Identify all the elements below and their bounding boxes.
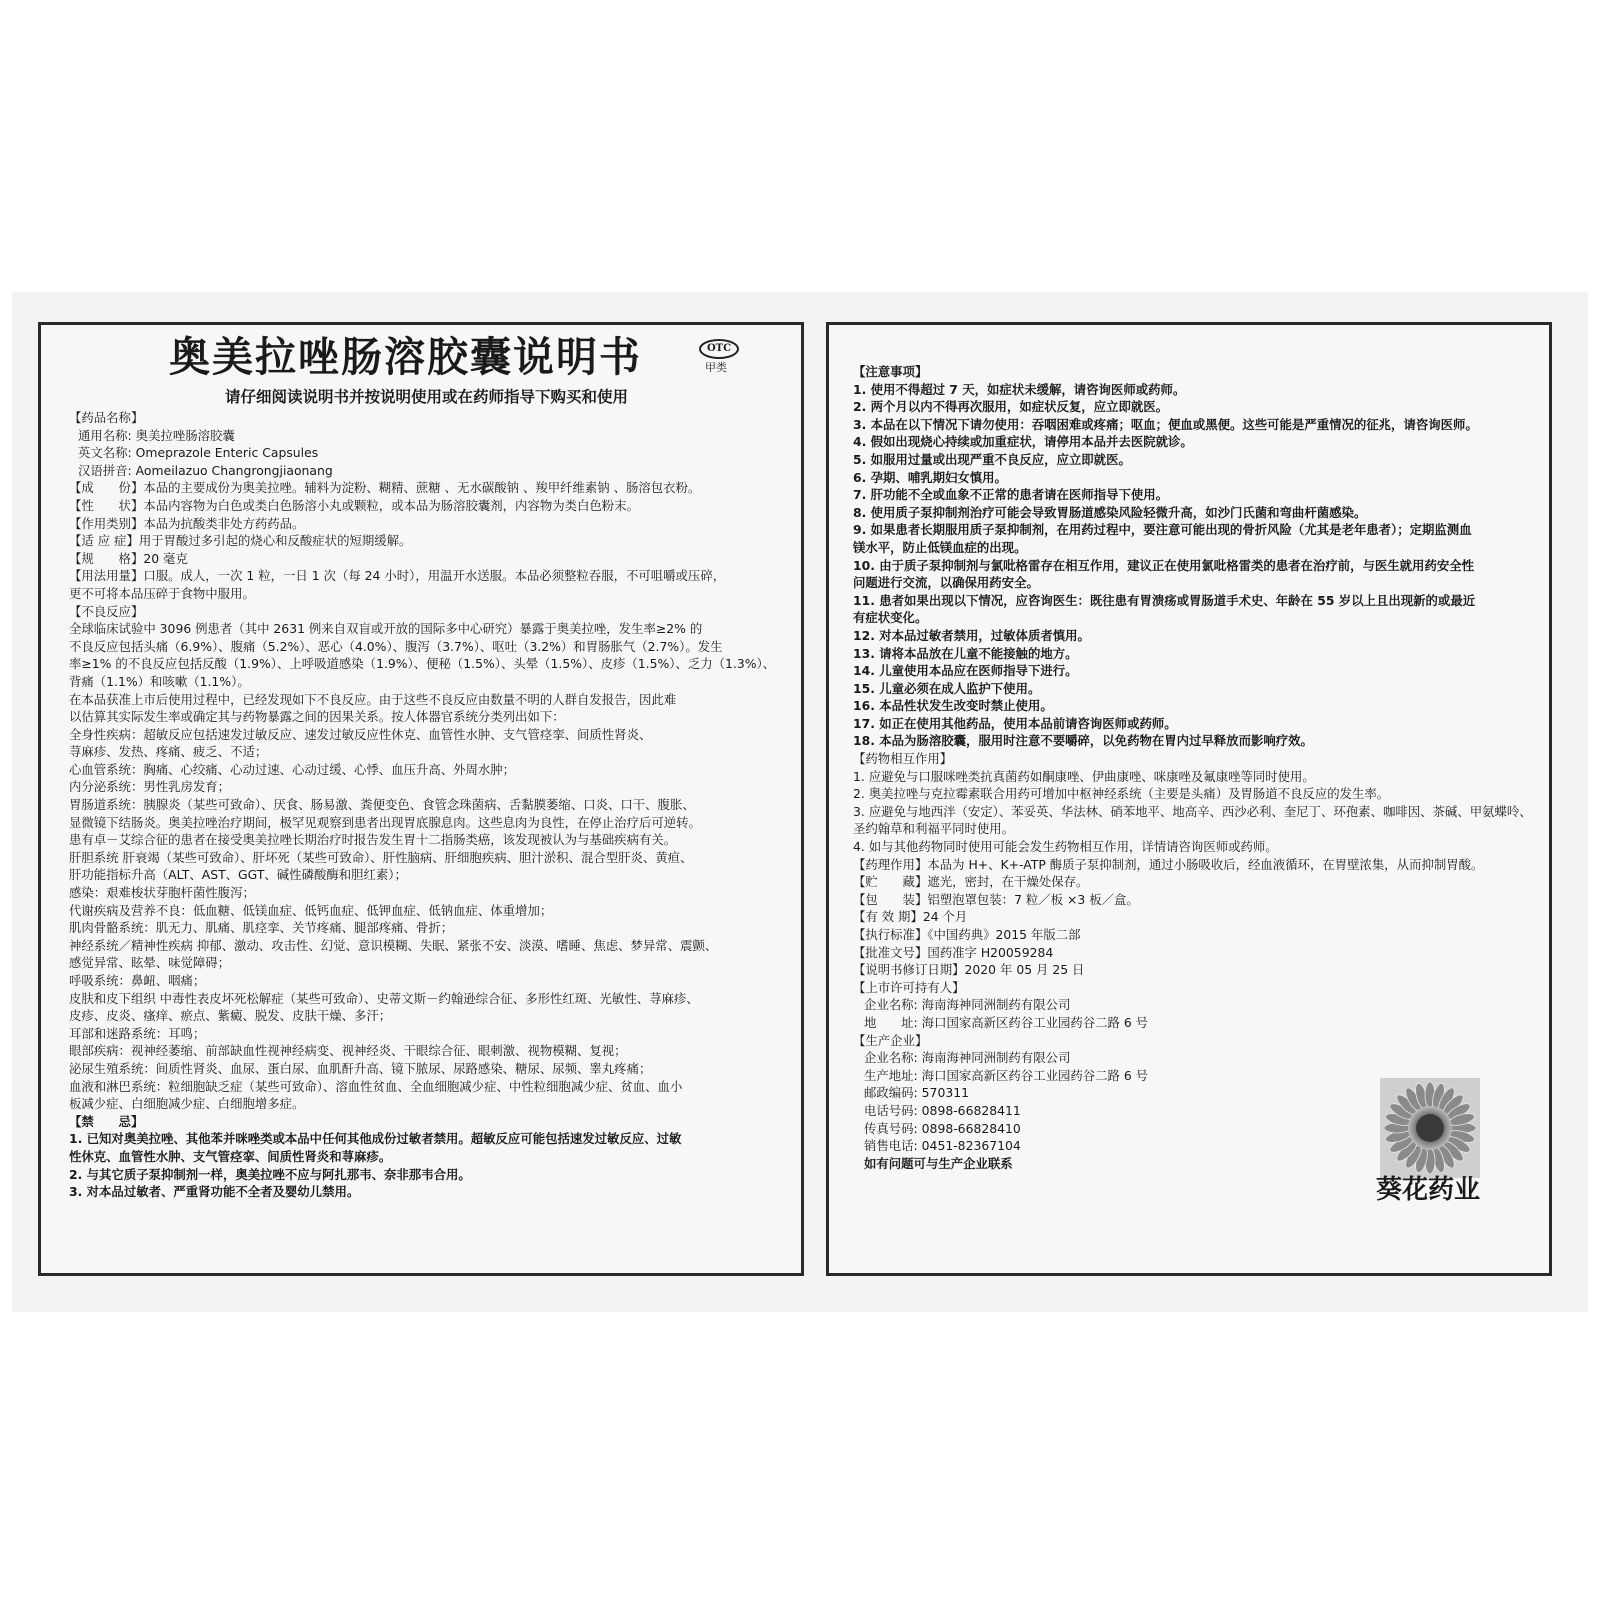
right-text-line: 8. 使用质子泵抑制剂治疗可能会导致胃肠道感染风险轻微升高，如沙门氏菌和弯曲杆菌感染。 [853, 504, 1367, 520]
left-text-line: 率≥1% 的不良反应包括反酸（1.9%）、上呼吸道感染（1.9%）、便秘（1.5%）、头晕（1.5%）、皮疹（1.5%）、乏力（1.3%）、 [69, 656, 776, 672]
right-text-line: 14. 儿童使用本品应在医师指导下进行。 [853, 663, 1078, 679]
left-text-line: 【成 份】本品的主要成份为奥美拉唑。辅料为淀粉、糊精、蔗糖 、无水碳酸钠 、羧甲纤维素钠 、肠溶包衣粉。 [69, 480, 701, 496]
left-text-line: 3. 对本品过敏者、严重肾功能不全者及婴幼儿禁用。 [69, 1184, 360, 1200]
right-text-line: 【批准文号】国药准字 H20059284 [853, 944, 1054, 960]
right-text-line: 【包 装】铝塑泡罩包装：7 粒／板 ×3 板／盒。 [853, 891, 1139, 907]
right-text-line: 【执行标准】《中国药典》2015 年版二部 [853, 927, 1081, 942]
left-text-line: 不良反应包括头痛（6.9%）、腹痛（5.2%）、恶心（4.0%）、腹泻（3.7%）、呕吐（3.2%）和胃肠胀气（2.7%）。发生 [69, 638, 723, 654]
right-text-line: 【说明书修订日期】2020 年 05 月 25 日 [853, 962, 1085, 978]
right-text-line: 有症状变化。 [853, 610, 928, 626]
right-text-line: 10. 由于质子泵抑制剂与氯吡格雷存在相互作用，建议正在使用氯吡格雷类的患者在治疗前，与医生就用药安全性 [853, 557, 1475, 573]
right-text-line: 4. 假如出现烧心持续或加重症状，请停用本品并去医院就诊。 [853, 434, 1193, 450]
left-text-line: 全球临床试验中 3096 例患者（其中 2631 例来自双盲或开放的国际多中心研究）暴露于奥美拉唑，发生率≥2% 的 [69, 621, 703, 637]
left-text-line: 心血管系统：胸痛、心绞痛、心动过速、心动过缓、心悸、血压升高、外周水肿； [69, 761, 516, 777]
right-text-line: 1. 使用不得超过 7 天，如症状未缓解，请咨询医师或药师。 [853, 381, 1186, 397]
left-text-line: 荨麻疹、发热、疼痛、疲乏、不适； [69, 744, 268, 760]
left-text-line: 眼部疾病：视神经萎缩、前部缺血性视神经病变、视神经炎、干眼综合征、眼刺激、视物模糊、复视； [69, 1043, 627, 1059]
left-text-line: 以估算其实际发生率或确定其与药物暴露之间的因果关系。按人体器官系统分类列出如下： [69, 709, 565, 725]
left-text-line: 内分泌系统：男性乳房发育； [69, 779, 231, 795]
otc-badge: OTC [699, 339, 739, 359]
right-text-line: 【贮 藏】遮光，密封，在干燥处保存。 [853, 874, 1089, 890]
right-text-line: 【生产企业】 [853, 1032, 928, 1048]
left-text-line: 更不可将本品压碎于食物中服用。 [69, 585, 255, 601]
left-text-line: 呼吸系统：鼻衄、咽痛； [69, 973, 206, 988]
right-text-line: 12. 对本品过敏者禁用，过敏体质者慎用。 [853, 627, 1090, 643]
left-panel [38, 322, 804, 1276]
left-text-line: 胃肠道系统：胰腺炎（某些可致命）、厌食、肠易激、粪便变色、食管念珠菌病、舌黏膜萎缩、口炎、口干、腹胀、 [69, 797, 695, 813]
left-text-line: 感觉异常、眩晕、味觉障碍； [69, 955, 231, 971]
left-text-line: 全身性疾病：超敏反应包括速发过敏反应、速发过敏反应性休克、血管性水肿、支气管痉挛、间质性肾炎、 [69, 726, 652, 742]
right-text-line: 1. 应避免与口服咪唑类抗真菌药如酮康唑、伊曲康唑、咪康唑及氟康唑等同时使用。 [853, 768, 1315, 784]
right-text-line: 9. 如果患者长期服用质子泵抑制剂，在用药过程中，要注意可能出现的骨折风险（尤其是老年患者）；定期监测血 [853, 522, 1472, 538]
left-text-line: 神经系统／精神性疾病 抑郁、激动、攻击性、幻觉、意识模糊、失眠、紧张不安、淡漠、嗜睡、焦虑、梦异常、震颤、 [69, 937, 718, 953]
left-text-line: 【性 状】本品内容物为白色或类白色肠溶小丸或颗粒，或本品为肠溶胶囊剂，内容物为类白色粉末。 [69, 497, 639, 513]
right-text-line: 11. 患者如果出现以下情况，应咨询医生：既往患有胃溃疡或胃肠道手术史、年龄在 55 岁以上且出现新的或最近 [853, 592, 1476, 608]
left-text-line: 泌尿生殖系统：间质性肾炎、血尿、蛋白尿、血肌酐升高、镜下脓尿、尿路感染、糖尿、尿频、睾丸疼痛； [69, 1060, 652, 1076]
left-text-line: 显微镜下结肠炎。奥美拉唑治疗期间，极罕见观察到患者出现胃底腺息肉。这些息肉为良性，在停止治疗后可逆转。 [69, 814, 701, 830]
right-text-line: 3. 应避免与地西泮（安定）、苯妥英、华法林、硝苯地平、地高辛、西沙必利、奎尼丁、环孢素、咖啡因、茶碱、甲氨蝶呤、 [853, 803, 1532, 819]
left-text-line: 性休克、血管性水肿、支气管痉挛、间质性肾炎和荨麻疹。 [69, 1148, 392, 1164]
right-text-column [853, 363, 1535, 1172]
left-text-line: 【用法用量】口服。成人，一次 1 粒，一日 1 次（每 24 小时），用温开水送服。本品必须整粒吞服，不可咀嚼或压碎， [69, 568, 726, 584]
right-text-line: 2. 两个月以内不得再次服用，如症状反复，应立即就医。 [853, 399, 1169, 415]
right-text-line: 17. 如正在使用其他药品，使用本品前请咨询医师或药师。 [853, 715, 1177, 731]
right-text-line: 电话号码: 0898-66828411 [864, 1102, 1021, 1118]
right-text-line: 邮政编码: 570311 [864, 1085, 969, 1101]
right-text-line: 企业名称: 海南海神同洲制药有限公司 [864, 1050, 1071, 1066]
right-text-line: 7. 肝功能不全或血象不正常的患者请在医师指导下使用。 [853, 487, 1169, 503]
left-text-line: 患有卓－艾综合征的患者在接受奥美拉唑长期治疗时报告发生胃十二指肠类癌，该发现被认为与基础疾病有关。 [69, 832, 677, 848]
left-text-line: 肝功能指标升高（ALT、AST、GGT、碱性磷酸酶和胆红素）； [69, 867, 407, 883]
document-subtitle: 请仔细阅读说明书并按说明使用或在药师指导下购买和使用 [225, 388, 629, 406]
left-text-line: 在本品获准上市后使用过程中，已经发现如下不良反应。由于这些不良反应由数量不明的人群自发报告，因此难 [69, 691, 677, 707]
left-text-line: 皮疹、皮炎、瘙痒、瘀点、紫癜、脱发、皮肤干燥、多汗； [69, 1008, 392, 1024]
left-text-line: 肝胆系统 肝衰竭（某些可致命）、肝坏死（某些可致命）、肝性脑病、肝细胞疾病、胆汁淤积、混合型肝炎、黄疸、 [69, 849, 693, 865]
left-text-line: 代谢疾病及营养不良：低血糖、低镁血症、低钙血症、低钾血症、低钠血症、体重增加； [69, 902, 553, 918]
right-text-line: 18. 本品为肠溶胶囊，服用时注意不要嚼碎，以免药物在胃内过早释放而影响疗效。 [853, 733, 1313, 749]
left-text-line: 耳部和迷路系统：耳鸣； [69, 1025, 206, 1041]
left-text-line: 【适 应 症】用于胃酸过多引起的烧心和反酸症状的短期缓解。 [69, 533, 412, 549]
right-text-line: 地 址: 海口国家高新区药谷工业园药谷二路 6 号 [864, 1014, 1149, 1030]
right-text-line: 【注意事项】 [853, 364, 928, 379]
left-text-line: 1. 已知对奥美拉唑、其他苯并咪唑类或本品中任何其他成份过敏者禁用。超敏反应可能包括速发过敏反应、过敏 [69, 1131, 682, 1147]
right-text-line: 传真号码: 0898-66828410 [864, 1120, 1021, 1136]
right-text-line: 2. 奥美拉唑与克拉霉素联合用药可增加中枢神经系统（主要是头痛）及胃肠道不良反应的发生率。 [853, 786, 1390, 802]
left-text-line: 【不良反应】 [69, 603, 144, 619]
left-text-line: 【作用类别】本品为抗酸类非处方药药品。 [69, 515, 305, 531]
right-text-line: 如有问题可与生产企业联系 [864, 1155, 1013, 1171]
right-text-line: 5. 如服用过量或出现严重不良反应，应立即就医。 [853, 451, 1131, 467]
left-text-line: 通用名称: 奥美拉唑肠溶胶囊 [78, 427, 235, 443]
left-text-line: 背痛（1.1%）和咳嗽（1.1%）。 [69, 673, 250, 689]
right-text-line: 销售电话: 0451-82367104 [864, 1138, 1021, 1154]
right-text-line: 6. 孕期、哺乳期妇女慎用。 [853, 469, 1007, 485]
right-text-line: 16. 本品性状发生改变时禁止使用。 [853, 698, 1053, 714]
right-text-line: 15. 儿童必须在成人监护下使用。 [853, 680, 1041, 696]
right-text-line: 4. 如与其他药物同时使用可能会发生药物相互作用，详情请咨询医师或药师。 [853, 839, 1278, 855]
right-text-line: 3. 本品在以下情况下请勿使用：吞咽困难或疼痛；呕血；便血或黑便。这些可能是严重情况的征兆，请咨询医师。 [853, 416, 1478, 432]
sunflower-logo-icon [1380, 1078, 1480, 1178]
right-text-line: 圣约翰草和利福平同时使用。 [853, 821, 1015, 837]
left-text-line: 2. 与其它质子泵抑制剂一样，奥美拉唑不应与阿扎那韦、奈非那韦合用。 [69, 1166, 471, 1182]
left-text-line: 英文名称: Omeprazole Enteric Capsules [78, 445, 319, 461]
document-title: 奥美拉唑肠溶胶囊说明书 [169, 333, 642, 381]
right-text-line: 生产地址: 海口国家高新区药谷工业园药谷二路 6 号 [864, 1067, 1149, 1083]
right-text-line: 镁水平，防止低镁血症的出现。 [853, 539, 1027, 555]
right-text-line: 问题进行交流，以确保用药安全。 [853, 575, 1039, 591]
left-text-line: 皮肤和皮下组织 中毒性表皮坏死松解症（某些可致命）、史蒂文斯－约翰逊综合征、多形性红斑、光敏性、荨麻疹、 [69, 990, 699, 1006]
otc-class-label: 甲类 [705, 361, 727, 374]
left-text-line: 肌肉骨骼系统：肌无力、肌痛、肌痉挛、关节疼痛、腿部疼痛、骨折； [69, 920, 454, 936]
right-text-line: 企业名称: 海南海神同洲制药有限公司 [864, 997, 1071, 1013]
right-text-line: 【药理作用】本品为 H+、K+-ATP 酶质子泵抑制剂，通过小肠吸收后，经血液循环，在胃壁浓集，从而抑制胃酸。 [853, 856, 1484, 872]
right-text-line: 13. 请将本品放在儿童不能接触的地方。 [853, 645, 1078, 661]
left-text-line: 汉语拼音: Aomeilazuo Changrongjiaonang [78, 462, 333, 478]
left-text-line: 【药品名称】 [69, 410, 144, 425]
right-text-line: 【药物相互作用】 [853, 751, 953, 767]
left-text-column [69, 409, 787, 1201]
company-logo-text: 葵花药业 [1375, 1175, 1480, 1205]
left-text-line: 【规 格】20 毫克 [69, 550, 188, 566]
left-text-line: 血液和淋巴系统：粒细胞缺乏症（某些可致命）、溶血性贫血、全血细胞减少症、中性粒细胞减少症、贫血、血小 [69, 1078, 683, 1094]
left-text-line: 板减少症、白细胞减少症、白细胞增多症。 [69, 1096, 305, 1112]
right-text-line: 【有 效 期】24 个月 [853, 909, 968, 925]
right-text-line: 【上市许可持有人】 [853, 979, 965, 995]
left-text-line: 【禁 忌】 [69, 1113, 144, 1129]
left-text-line: 感染：艰难梭状芽胞杆菌性腹泻； [69, 885, 255, 901]
